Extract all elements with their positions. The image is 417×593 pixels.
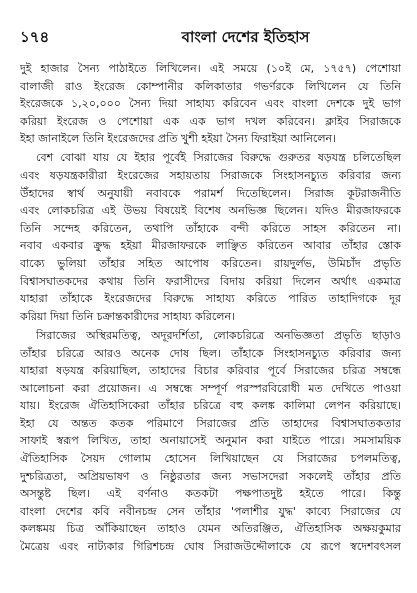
text-line: যাহারা ষড়যন্ত্র করিয়াছিল, তাহাদের বিচার করিবার পূর্বে সিরাজের চরিত্র সম্বন্ধে: [20, 364, 401, 378]
page-header: [20, 26, 401, 46]
text-line: ইহা জানাইলে তিনি ইংরেজদের প্রতি খুশী হইয়া সৈন্য ফিরাইয়া আনিলেন।: [20, 132, 337, 146]
text-line: কলঙ্কময় চিত্র আঁকিয়াছেন তাহাও যেমন অতিরঞ্জিত, ঐতিহাসিক অক্ষয়কুমার: [20, 522, 401, 536]
text-line: এবং লোকচরিত্র এই উভয় বিষয়েই বিশেষ অনভিজ্ঞ ছিলেন। যদিও মীরজাফরকে: [20, 204, 401, 218]
text-line: উঁহাদের স্বার্থ অনুযায়ী নবাবকে পরামর্শ দিতেছিলেন। সিরাজ কূটরাজনীতি: [20, 186, 401, 200]
text-line: তিনি সন্দেহ করিতেন, তথাপি তাঁহাকে বন্দী করিতে সাহস করিতেন না।: [20, 221, 401, 235]
body-text: [20, 60, 401, 556]
text-line: ইংরেজকে ১,২০,০০০ সৈন্য দিয়া সাহায্য করিবেন এবং বাংলা দেশকে দুই ভাগ: [20, 97, 401, 111]
page-number: ১৭৪: [20, 28, 50, 46]
text-line: সিরাজের অস্থিরমতিত্ব, অদূরদর্শিতা, লোকচরিত্রে অনভিজ্ঞতা প্রভৃতি ছাড়াও: [36, 328, 401, 342]
text-line: যাহারা তাঁহাকে ইংরেজদের বিরুদ্ধে সাহায্য করিতে পারিত তাহাদিগকে দূর: [20, 292, 401, 306]
text-line: করিয়া দিয়া তিনি চক্রান্তকারীদের সাহায্য করিলেন।: [20, 309, 235, 323]
text-line: করিয়া ইংরেজ ও পেশোয়া এক এক ভাগ দখল করিবেন। ক্লাইব সিরাজকে: [20, 114, 401, 128]
text-line: বাক্যে ভুলিয়া তাঁহার সহিত আপোষ করিতেন। রায়দুর্লভ, উমিচাঁদ প্রভৃতি: [20, 257, 401, 271]
text-line: বাংলা দেশের কবি নবীনচন্দ্র সেন তাঁহার 'পলাশীর যুদ্ধ' কাব্যে সিরাজের যে: [20, 504, 401, 518]
text-line: যায়। ইংরেজ ঐতিহাসিকেরা তাঁহার চরিত্রে বহু কলঙ্ক কালিমা লেপন করিয়াছে।: [20, 399, 401, 413]
text-line: বিশ্বাসঘাতকদের কথায় তিনি ফরাসীদের বিদায় করিয়া দিলেন অর্থাৎ একমাত্র: [20, 274, 401, 288]
text-line: দুই হাজার সৈন্য পাঠাইতে লিখিলেন। এই সময়ে (১০ই মে, ১৭৫৭) পেশোয়া: [20, 62, 401, 75]
text-line: নবাব একবার ক্রুদ্ধ হইয়া মীরজাফরকে লাঞ্ছিত করিতেন আবার তাঁহার স্তোক: [20, 239, 401, 253]
paragraph-3: [20, 327, 401, 556]
text-line: সাফাই স্বরূপ লিখিত, তাহা অনায়াসেই অনুমান করা যাইতে পারে। সমসাময়িক: [20, 434, 401, 448]
paragraph-2: [20, 149, 401, 325]
text-line: অসন্তুষ্ট ছিল। এই বর্ণনাও কতকটা পক্ষপাতদুষ্ট হইতে পারে। কিন্তু: [20, 487, 401, 501]
text-line: দুশ্চরিত্রতা, অপ্রিয়ভাষণ ও নিষ্ঠুরতার জন্য সভাসদেরা সকলেই তাঁহার প্রতি: [20, 469, 401, 483]
text-line: মৈত্রেয় এবং নাট্যকার গিরিশচন্দ্র ঘোষ সিরাজউদ্দৌলাকে যে রূপে স্বদেশবৎসল: [20, 540, 401, 554]
paragraph-1: [20, 60, 401, 148]
text-line: আলোচনা করা প্রয়োজন। এ সম্বন্ধে সম্পূর্ণ পরস্পরবিরোধী মত দেখিতে পাওয়া: [20, 381, 401, 395]
running-title: বাংলা দেশের ইতিহাস: [181, 28, 310, 46]
text-line: বালাজী রাও ইংরেজ কোম্পানীর কলিকাতার গভর্ণরকে লিখিলেন যে তিনি: [20, 79, 401, 93]
book-page: [20, 26, 401, 556]
text-line: তাঁহার চরিত্রে আরও অনেক দোষ ছিল। তাঁহাকে সিংহাসনচ্যুত করিবার জন্য: [20, 346, 401, 360]
text-line: এবং ষড়যন্ত্রকারীরা ইংরেজের সহায়তায় সিরাজকে সিংহাসনচ্যুত করিবার জন্য: [20, 169, 401, 183]
text-line: ইহা যে অন্তত কতক পরিমাণে সিরাজের প্রতি তাহাদের বিশ্বাসঘাতকতার: [20, 416, 401, 430]
text-line: ঐতিহাসিক সৈয়দ গোলাম হোসেন লিখিয়াছেন যে সিরাজের চপলমতিত্ব,: [20, 452, 401, 466]
text-line: বেশ বোঝা যায় যে ইহার পূর্বেই সিরাজের বিরুদ্ধে গুরুতর ষড়যন্ত্র চলিতেছিল: [36, 151, 401, 165]
